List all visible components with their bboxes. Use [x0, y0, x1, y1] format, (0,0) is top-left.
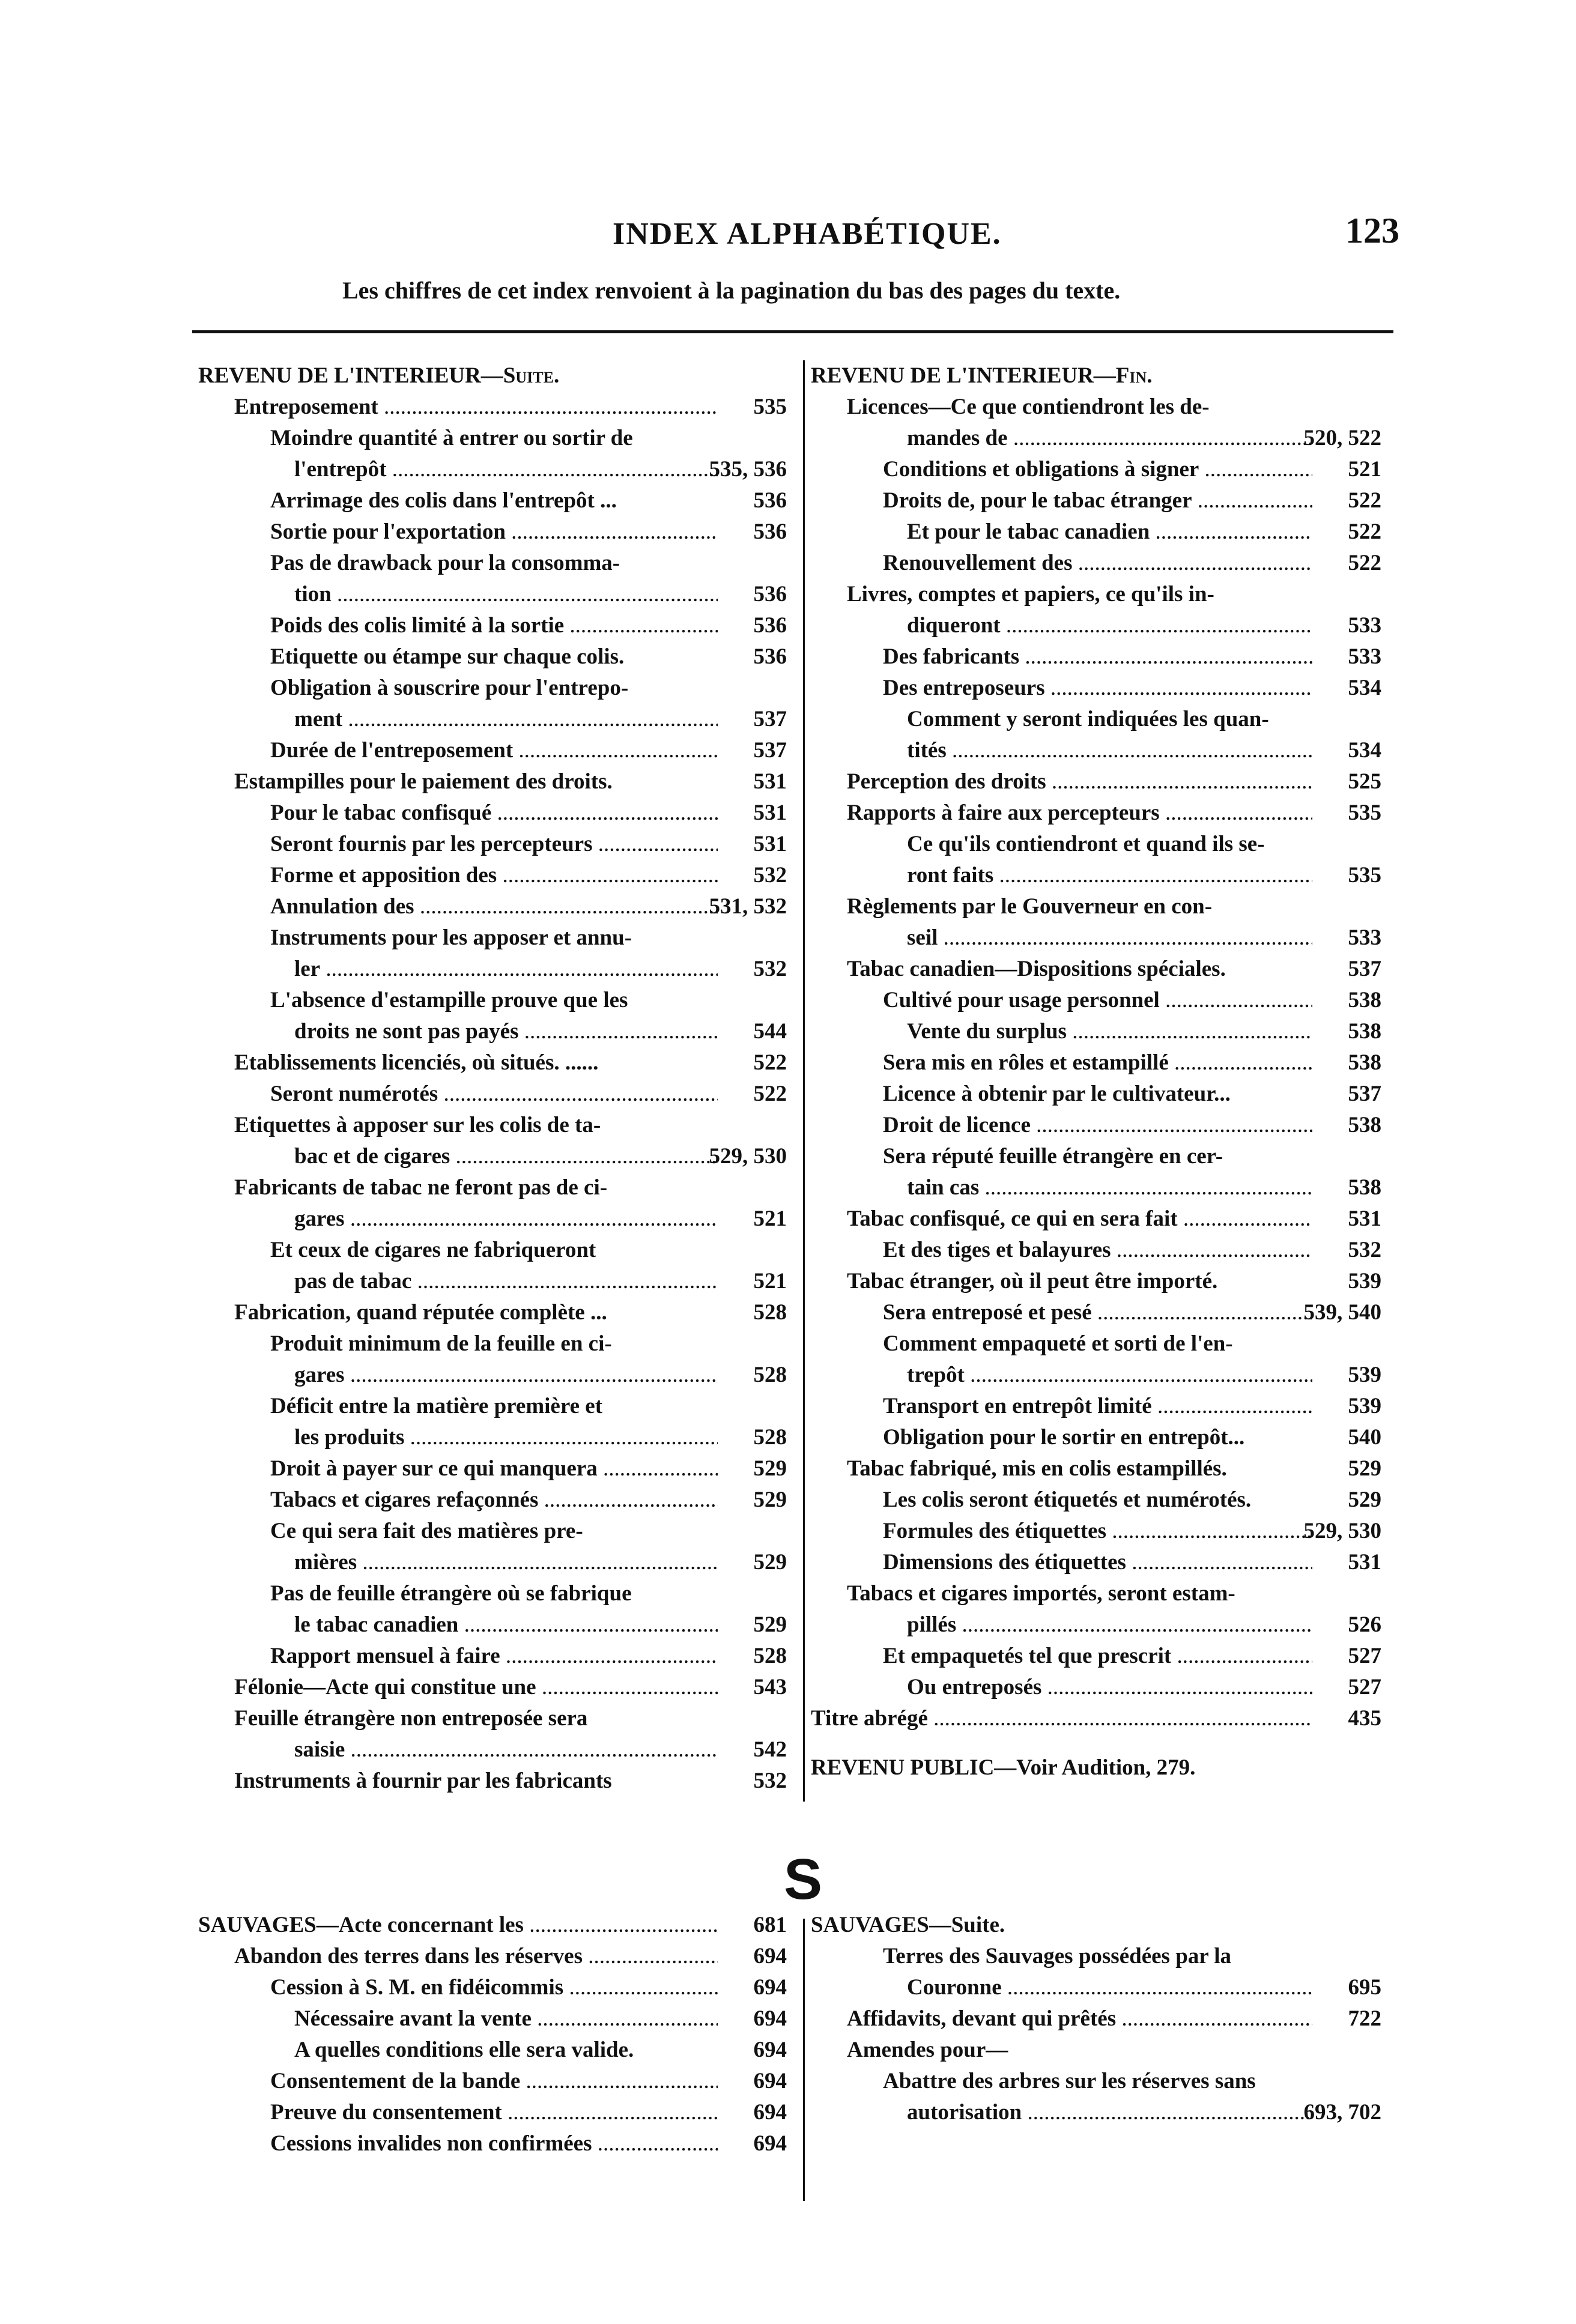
index-entry: [811, 1391, 1381, 1422]
entry-text: Conditions et obligations à signer .....: [883, 454, 1312, 485]
index-entry: [198, 1641, 787, 1672]
entry-text: Rapports à faire aux percepteurs .....: [847, 797, 1312, 829]
index-entry: [811, 392, 1381, 423]
entry-page: 520, 522: [1303, 426, 1381, 450]
entry-text: Droit à payer sur ce qui manquera .....: [270, 1453, 718, 1484]
entry-page: 529, 530: [1303, 1519, 1381, 1543]
index-entry: [198, 454, 787, 485]
index-entry: [198, 1453, 787, 1484]
index-entry: [811, 1484, 1381, 1516]
entry-text: Feuille étrangère non entreposée sera: [234, 1706, 588, 1731]
entry-text: Produit minimum de la feuille en ci-: [270, 1331, 612, 1356]
entry-text: Tabac confisqué, ce qui en sera fait .....: [847, 1203, 1312, 1235]
entry-page: 528: [753, 1363, 787, 1387]
entry-text: Preuve du consentement .....: [270, 2097, 718, 2128]
page-subtitle: Les chiffres de cet index renvoient à la pagination du bas des pages du texte.: [342, 277, 1121, 304]
entry-text: Seront numérotés .....: [270, 1079, 718, 1110]
entry-text: autorisation .....: [907, 2097, 1312, 2128]
entry-page: 722: [1348, 2006, 1381, 2031]
entry-text: Droits de, pour le tabac étranger .....: [883, 485, 1312, 516]
entry-text: Sortie pour l'exportation .....: [270, 516, 718, 548]
index-entry: [198, 610, 787, 641]
index-entry: [198, 641, 787, 673]
entry-page: 694: [753, 2100, 787, 2125]
entry-page: 531: [753, 800, 787, 825]
index-entry: [811, 860, 1381, 891]
left-column-upper: [198, 360, 787, 1797]
entry-text: Licences—Ce que contiendront les de-: [847, 395, 1210, 419]
entry-text: Et ceux de cigares ne fabriqueront: [270, 1238, 596, 1262]
entry-page: 529: [753, 1612, 787, 1637]
entry-page: 529: [753, 1456, 787, 1481]
entry-text: L'absence d'estampille prouve que les: [270, 988, 628, 1012]
entry-text: Vente du surplus .....: [907, 1016, 1312, 1047]
entry-page: 681: [753, 1913, 787, 1937]
right-column-lower: [811, 1910, 1381, 2128]
index-entry: [811, 485, 1381, 516]
index-entry: [198, 1141, 787, 1172]
entry-text: ment .....: [294, 704, 718, 735]
index-entry: [198, 860, 787, 891]
index-entry: [811, 2035, 1381, 2066]
index-entry: [198, 2128, 787, 2159]
index-entry: [198, 1235, 787, 1266]
index-entry: [198, 1422, 787, 1453]
index-entry: [198, 766, 787, 797]
index-entry: [198, 392, 787, 423]
entry-page: 537: [753, 738, 787, 763]
entry-page: 533: [1348, 925, 1381, 950]
entry-text: mières .....: [294, 1547, 718, 1578]
entry-text: Sera entreposé et pesé .....: [883, 1297, 1312, 1328]
index-entry: [198, 579, 787, 610]
entry-page: 531: [1348, 1550, 1381, 1575]
entry-text: Sera réputé feuille étrangère en cer-: [883, 1144, 1223, 1169]
entry-page: 526: [1348, 1612, 1381, 1637]
index-entry: [811, 1047, 1381, 1079]
index-entry: [811, 1141, 1381, 1172]
entry-text: Etiquettes à apposer sur les colis de ta-: [234, 1113, 601, 1137]
index-entry: [198, 1484, 787, 1516]
entry-text: Etiquette ou étampe sur chaque colis.: [270, 644, 625, 669]
entry-text: gares .....: [294, 1360, 718, 1391]
index-entry: [811, 1016, 1381, 1047]
entry-page: 435: [1348, 1706, 1381, 1731]
entry-page: 527: [1348, 1644, 1381, 1668]
entry-page: 539: [1348, 1394, 1381, 1418]
entry-text: Fabricants de tabac ne feront pas de ci-: [234, 1175, 608, 1200]
entry-page: 540: [1348, 1425, 1381, 1450]
entry-text: Seront fournis par les percepteurs .....: [270, 829, 718, 860]
entry-text: diqueront .....: [907, 610, 1312, 641]
entry-text: Couronne .....: [907, 1972, 1312, 2003]
entry-text: mandes de .....: [907, 423, 1312, 454]
entry-text: Terres des Sauvages possédées par la: [883, 1944, 1232, 1968]
page-number: 123: [1345, 211, 1399, 250]
entry-page: 542: [753, 1737, 787, 1762]
entry-text: Etablissements licenciés, où situés. ......: [234, 1050, 599, 1075]
entry-text: tain cas .....: [907, 1172, 1312, 1203]
entry-text: Moindre quantité à entrer ou sortir de: [270, 426, 633, 450]
section-letter: S: [784, 1847, 823, 1911]
entry-page: 528: [753, 1300, 787, 1325]
index-entry: [811, 1079, 1381, 1110]
index-entry: [811, 704, 1381, 735]
column-divider-lower: [803, 1919, 805, 2201]
entry-page: 694: [753, 2006, 787, 2031]
index-entry: [811, 1578, 1381, 1609]
section-heading: REVENU DE L'INTERIEUR—Fin.: [811, 363, 1153, 388]
index-entry: [811, 829, 1381, 860]
entry-page: 532: [753, 863, 787, 888]
entry-text: Tabac canadien—Dispositions spéciales.: [847, 957, 1226, 981]
entry-page: 532: [753, 1769, 787, 1793]
index-entry: [811, 1609, 1381, 1641]
entry-page: 522: [753, 1082, 787, 1106]
index-entry: [811, 954, 1381, 985]
entry-page: 536: [753, 644, 787, 669]
index-entry: [811, 1235, 1381, 1266]
entry-text: Fabrication, quand réputée complète ...: [234, 1300, 607, 1325]
index-entry: [198, 2035, 787, 2066]
entry-page: 531: [753, 769, 787, 794]
entry-text: trepôt .....: [907, 1360, 1312, 1391]
entry-page: 522: [753, 1050, 787, 1075]
entry-page: 522: [1348, 551, 1381, 575]
entry-text: Les colis seront étiquetés et numérotés.: [883, 1487, 1252, 1512]
index-entry: [811, 2097, 1381, 2128]
index-entry: [198, 1516, 787, 1547]
index-entry: [811, 516, 1381, 548]
index-entry: [198, 1672, 787, 1703]
index-entry: [811, 1266, 1381, 1297]
entry-page: 535: [1348, 863, 1381, 888]
entry-page: 537: [1348, 957, 1381, 981]
cross-reference: REVENU PUBLIC—Voir Audition, 279.: [811, 1755, 1196, 1780]
entry-text: Cession à S. M. en fidéicommis .....: [270, 1972, 718, 2003]
entry-text: tités .....: [907, 735, 1312, 766]
index-entry: [198, 1047, 787, 1079]
entry-page: 537: [1348, 1082, 1381, 1106]
entry-page: 536: [753, 582, 787, 607]
entry-text: Et des tiges et balayures .....: [883, 1235, 1312, 1266]
page-title: INDEX ALPHABÉTIQUE.: [613, 217, 1002, 251]
entry-text: Sera mis en rôles et estampillé .....: [883, 1047, 1312, 1079]
entry-text: Comment empaqueté et sorti de l'en-: [883, 1331, 1233, 1356]
index-entry: [198, 2066, 787, 2097]
entry-text: Entreposement .....: [234, 392, 718, 423]
entry-page: 694: [753, 1944, 787, 1968]
index-entry: [198, 829, 787, 860]
entry-page: 529: [1348, 1487, 1381, 1512]
index-entry: [811, 610, 1381, 641]
index-entry: [198, 735, 787, 766]
entry-text: Des entreposeurs .....: [883, 673, 1312, 704]
entry-page: 528: [753, 1425, 787, 1450]
entry-page: 535, 536: [709, 457, 787, 482]
section-heading: REVENU DE L'INTERIEUR—Suite.: [198, 363, 560, 388]
entry-page: 529, 530: [709, 1144, 787, 1169]
entry-page: 693, 702: [1303, 2100, 1381, 2125]
entry-text: Et empaquetés tel que prescrit .....: [883, 1641, 1312, 1672]
entry-text: les produits .....: [294, 1422, 718, 1453]
entry-text: Dimensions des étiquettes .....: [883, 1547, 1312, 1578]
entry-text: Abandon des terres dans les réserves .....: [234, 1941, 718, 1972]
index-entry: [811, 922, 1381, 954]
entry-page: 522: [1348, 488, 1381, 513]
entry-text: Félonie—Acte qui constitue une .....: [234, 1672, 718, 1703]
entry-text: tion .....: [294, 579, 718, 610]
index-entry: [198, 1266, 787, 1297]
entry-text: Droit de licence .....: [883, 1110, 1312, 1141]
index-entry: [811, 1453, 1381, 1484]
index-entry: [811, 1360, 1381, 1391]
index-entry: [198, 1016, 787, 1047]
entry-text: SAUVAGES—Suite.: [811, 1913, 1005, 1937]
entry-text: A quelles conditions elle sera valide.: [294, 2038, 634, 2062]
index-entry: [811, 454, 1381, 485]
entry-page: 529: [753, 1550, 787, 1575]
entry-text: Affidavits, devant qui prêtés .....: [847, 2003, 1312, 2035]
entry-page: 534: [1348, 738, 1381, 763]
entry-page: 521: [1348, 457, 1381, 482]
entry-page: 531, 532: [709, 894, 787, 919]
entry-text: Rapport mensuel à faire .....: [270, 1641, 718, 1672]
entry-text: ront faits .....: [907, 860, 1312, 891]
entry-text: Consentement de la bande .....: [270, 2066, 718, 2097]
entry-text: Des fabricants .....: [883, 641, 1312, 673]
entry-page: 694: [753, 1975, 787, 2000]
entry-text: le tabac canadien .....: [294, 1609, 718, 1641]
index-entry: [811, 766, 1381, 797]
index-entry: [198, 1609, 787, 1641]
index-entry: [811, 1297, 1381, 1328]
entry-page: 538: [1348, 1050, 1381, 1075]
entry-text: Renouvellement des .....: [883, 548, 1312, 579]
entry-text: Titre abrégé .....: [811, 1703, 1312, 1734]
index-entry: [198, 548, 787, 579]
entry-page: 534: [1348, 676, 1381, 700]
entry-page: 532: [753, 957, 787, 981]
entry-page: 539, 540: [1303, 1300, 1381, 1325]
index-entry: [811, 423, 1381, 454]
entry-page: 536: [753, 519, 787, 544]
index-entry: [811, 2066, 1381, 2097]
index-entry: [811, 641, 1381, 673]
entry-text: pillés .....: [907, 1609, 1312, 1641]
index-entry: [198, 1734, 787, 1766]
entry-page: 535: [753, 395, 787, 419]
entry-text: Poids des colis limité à la sortie .....: [270, 610, 718, 641]
entry-text: Tabacs et cigares refaçonnés .....: [270, 1484, 718, 1516]
index-entry: [198, 673, 787, 704]
index-entry: [811, 673, 1381, 704]
entry-text: Formules des étiquettes .....: [883, 1516, 1312, 1547]
index-entry: [811, 1203, 1381, 1235]
entry-page: 538: [1348, 1019, 1381, 1044]
entry-page: 529: [753, 1487, 787, 1512]
entry-page: 521: [753, 1269, 787, 1294]
index-entry: [198, 1972, 787, 2003]
entry-text: Obligation pour le sortir en entrepôt...: [883, 1425, 1245, 1450]
entry-text: Forme et apposition des .....: [270, 860, 718, 891]
entry-text: Comment y seront indiquées les quan-: [907, 707, 1269, 731]
entry-text: Perception des droits .....: [847, 766, 1312, 797]
entry-text: Transport en entrepôt limité .....: [883, 1391, 1312, 1422]
entry-text: Arrimage des colis dans l'entrepôt ...: [270, 488, 617, 513]
entry-page: 533: [1348, 644, 1381, 669]
index-entry: [198, 704, 787, 735]
entry-page: 694: [753, 2038, 787, 2062]
index-entry: [811, 1672, 1381, 1703]
entry-text: Et pour le tabac canadien .....: [907, 516, 1312, 548]
header-rule: [192, 330, 1393, 333]
index-entry: [198, 1391, 787, 1422]
entry-page: 528: [753, 1644, 787, 1668]
entry-text: Amendes pour—: [847, 2038, 1008, 2062]
index-entry: [198, 1766, 787, 1797]
entry-text: Cultivé pour usage personnel .....: [883, 985, 1312, 1016]
entry-page: 538: [1348, 1113, 1381, 1137]
index-entry: [811, 1422, 1381, 1453]
index-entry: [198, 2003, 787, 2035]
index-entry: [198, 922, 787, 954]
entry-page: 535: [1348, 800, 1381, 825]
index-entry: [811, 579, 1381, 610]
index-entry: [198, 797, 787, 829]
index-entry: [198, 1910, 787, 1941]
index-entry: [811, 735, 1381, 766]
entry-text: Instruments à fournir par les fabricants: [234, 1769, 612, 1793]
left-column-lower: [198, 1910, 787, 2159]
entry-page: 539: [1348, 1269, 1381, 1294]
index-entry: [198, 1172, 787, 1203]
index-entry: [198, 954, 787, 985]
entry-text: Ce qui sera fait des matières pre-: [270, 1519, 583, 1543]
entry-page: 529: [1348, 1456, 1381, 1481]
entry-text: Nécessaire avant la vente .....: [294, 2003, 718, 2035]
index-entry: [198, 1941, 787, 1972]
entry-text: Cessions invalides non confirmées .....: [270, 2128, 718, 2159]
entry-page: 694: [753, 2069, 787, 2093]
entry-page: 538: [1348, 1175, 1381, 1200]
entry-page: 695: [1348, 1975, 1381, 2000]
entry-text: bac et de cigares .....: [294, 1141, 718, 1172]
index-entry: [198, 2097, 787, 2128]
index-entry: [811, 1547, 1381, 1578]
entry-text: saisie .....: [294, 1734, 718, 1766]
entry-page: 539: [1348, 1363, 1381, 1387]
entry-text: ler .....: [294, 954, 718, 985]
entry-page: 521: [753, 1206, 787, 1231]
entry-text: droits ne sont pas payés .....: [294, 1016, 718, 1047]
index-entry: [811, 1703, 1381, 1734]
index-entry: [811, 1110, 1381, 1141]
entry-text: Abattre des arbres sur les réserves sans: [883, 2069, 1256, 2093]
entry-text: Licence à obtenir par le cultivateur...: [883, 1082, 1231, 1106]
index-entry: [811, 1328, 1381, 1360]
index-entry: [198, 1328, 787, 1360]
entry-page: 537: [753, 707, 787, 731]
entry-page: 544: [753, 1019, 787, 1044]
entry-page: 533: [1348, 613, 1381, 638]
entry-page: 531: [753, 832, 787, 856]
index-entry: [811, 1172, 1381, 1203]
entry-text: Tabac étranger, où il peut être importé.: [847, 1269, 1218, 1294]
entry-text: gares .....: [294, 1203, 718, 1235]
entry-text: Pas de feuille étrangère où se fabrique: [270, 1581, 632, 1606]
index-entry: [198, 985, 787, 1016]
entry-text: Déficit entre la matière première et: [270, 1394, 603, 1418]
index-entry: [198, 1110, 787, 1141]
index-entry: [811, 797, 1381, 829]
index-entry: [198, 423, 787, 454]
entry-text: Livres, comptes et papiers, ce qu'ils in-: [847, 582, 1214, 607]
entry-page: 694: [753, 2131, 787, 2156]
entry-page: 538: [1348, 988, 1381, 1012]
entry-page: 536: [753, 488, 787, 513]
index-entry: [811, 1972, 1381, 2003]
index-entry: [198, 485, 787, 516]
entry-text: Tabacs et cigares importés, seront estam-: [847, 1581, 1235, 1606]
index-entry: [198, 1079, 787, 1110]
column-divider: [803, 360, 805, 1802]
index-entry: [811, 985, 1381, 1016]
index-entry: [198, 1547, 787, 1578]
entry-page: 525: [1348, 769, 1381, 794]
entry-text: Annulation des .....: [270, 891, 718, 922]
entry-page: 522: [1348, 519, 1381, 544]
index-entry: [811, 1910, 1381, 1941]
entry-page: 536: [753, 613, 787, 638]
index-entry: [198, 891, 787, 922]
index-entry: [811, 1641, 1381, 1672]
entry-text: seil .....: [907, 922, 1312, 954]
entry-text: Estampilles pour le paiement des droits.: [234, 769, 613, 794]
index-entry: [198, 1203, 787, 1235]
entry-text: pas de tabac .....: [294, 1266, 718, 1297]
index-entry: [198, 516, 787, 548]
right-column-upper: [811, 360, 1381, 1784]
entry-text: Pour le tabac confisqué .....: [270, 797, 718, 829]
entry-text: Durée de l'entreposement .....: [270, 735, 718, 766]
entry-text: Instruments pour les apposer et annu-: [270, 925, 632, 950]
entry-text: Tabac fabriqué, mis en colis estampillés.: [847, 1456, 1227, 1481]
entry-text: Obligation à souscrire pour l'entrepo-: [270, 676, 629, 700]
index-entry: [198, 1360, 787, 1391]
index-entry: [811, 1941, 1381, 1972]
index-entry: [811, 2003, 1381, 2035]
index-entry: [811, 1516, 1381, 1547]
entry-page: 532: [1348, 1238, 1381, 1262]
index-entry: [198, 1297, 787, 1328]
index-entry: [198, 1703, 787, 1734]
entry-page: 531: [1348, 1206, 1381, 1231]
entry-text: SAUVAGES—Acte concernant les .....: [198, 1910, 718, 1941]
entry-text: Ou entreposés .....: [907, 1672, 1312, 1703]
index-entry: [811, 891, 1381, 922]
entry-text: l'entrepôt .....: [294, 454, 718, 485]
entry-text: Pas de drawback pour la consomma-: [270, 551, 620, 575]
entry-page: 543: [753, 1675, 787, 1699]
entry-page: 527: [1348, 1675, 1381, 1699]
entry-text: Règlements par le Gouverneur en con-: [847, 894, 1213, 919]
index-entry: [811, 548, 1381, 579]
entry-text: Ce qu'ils contiendront et quand ils se-: [907, 832, 1265, 856]
index-entry: [198, 1578, 787, 1609]
